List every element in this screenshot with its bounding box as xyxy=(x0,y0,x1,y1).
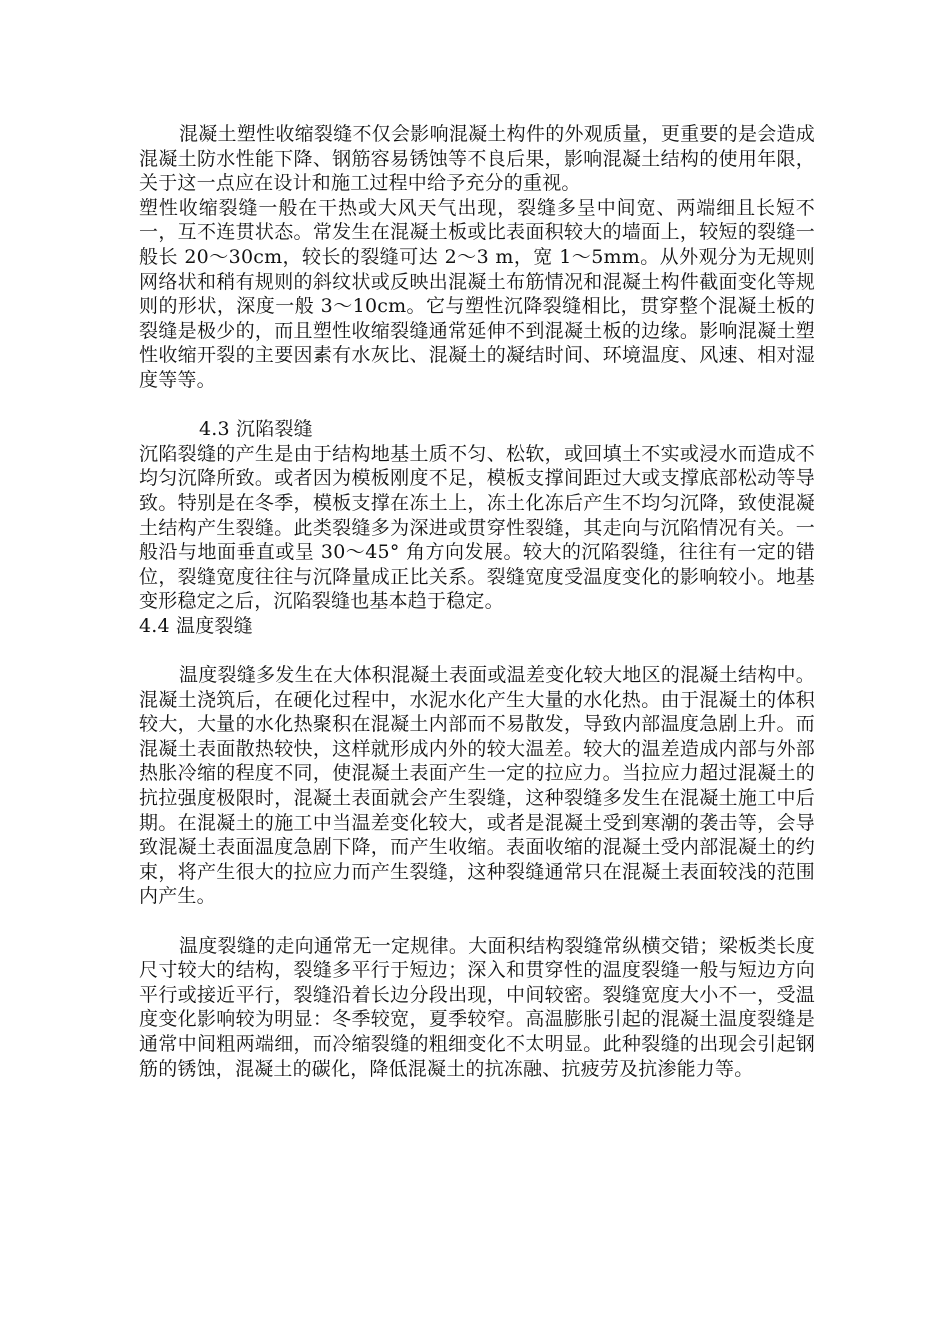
paragraph-temperature-cracks: 温度裂缝多发生在大体积混凝土表面或温差变化较大地区的混凝土结构中。混凝土浇筑后，在硬化过程中，水泥水化产生大量的水化热。由于混凝土的体积较大，大量的水化热聚积在混凝土内部而不易散发，导致内部温度急剧上升。而混凝土表面散热较快，这样就形成内外的较大温差。较大的温差造成内部与外部热胀冷缩的程度不同，使混凝土表面产生一定的拉应力。当拉应力超过混凝土的抗拉强度极限时，混凝土表面就会产生裂缝，这种裂缝多发生在混凝土施工中后期。在混凝土的施工中当温差变化较大，或者是混凝土受到寒潮的袭击等，会导致混凝土表面温度急剧下降，而产生收缩。表面收缩的混凝土受内部混凝土的约束，将产生很大的拉应力而产生裂缝，这种裂缝通常只在混凝土表面较浅的范围内产生。 xyxy=(139,664,815,908)
document-body xyxy=(139,122,815,1081)
blank-line xyxy=(139,638,815,663)
blank-line xyxy=(139,909,815,934)
paragraph-plastic-shrinkage-detail: 塑性收缩裂缝一般在干热或大风天气出现，裂缝多呈中间宽、两端细且长短不一，互不连贯状态。常发生在混凝土板或比表面积较大的墙面上，较短的裂缝一般长 20～30cm，较长的裂缝可达 2～3 m，宽 1～5mm。从外观分为无规则网络状和稍有规则的斜纹状或反映出混凝土布筋情况和混凝土构件截面变化等规则的形状，深度一般 3～10cm。它与塑性沉降裂缝相比，贯穿整个混凝土板的裂缝是极少的，而且塑性收缩裂缝通常延伸不到混凝土板的边缘。影响混凝土塑性收缩开裂的主要因素有水灰比、混凝土的凝结时间、环境温度、风速、相对湿度等等。 xyxy=(139,196,815,391)
paragraph-plastic-shrinkage-intro: 混凝土塑性收缩裂缝不仅会影响混凝土构件的外观质量，更重要的是会造成混凝土防水性能下降、钢筋容易锈蚀等不良后果，影响混凝土结构的使用年限，关于这一点应在设计和施工过程中给予充分的重视。 xyxy=(139,123,815,195)
section-heading-4-4: 4.4 温度裂缝 xyxy=(139,614,253,637)
blank-line xyxy=(139,393,815,418)
paragraph-temperature-crack-direction: 温度裂缝的走向通常无一定规律。大面积结构裂缝常纵横交错；梁板类长度尺寸较大的结构，裂缝多平行于短边；深入和贯穿性的温度裂缝一般与短边方向平行或接近平行，裂缝沿着长边分段出现，中间较密。裂缝宽度大小不一，受温度变化影响较为明显：冬季较宽，夏季较窄。高温膨胀引起的混凝土温度裂缝是通常中间粗两端细，而冷缩裂缝的粗细变化不太明显。此种裂缝的出现会引起钢筋的锈蚀，混凝土的碳化，降低混凝土的抗冻融、抗疲劳及抗渗能力等。 xyxy=(139,934,815,1080)
paragraph-settlement-cracks: 沉陷裂缝的产生是由于结构地基土质不匀、松软，或回填土不实或浸水而造成不均匀沉降所致。或者因为模板刚度不足，模板支撑间距过大或支撑底部松动等导致。特别是在冬季，模板支撑在冻土上，冻土化冻后产生不均匀沉降，致使混凝土结构产生裂缝。此类裂缝多为深进或贯穿性裂缝，其走向与沉陷情况有关。一般沿与地面垂直或呈 30～45° 角方向发展。较大的沉陷裂缝，往往有一定的错位，裂缝宽度往往与沉降量成正比关系。裂缝宽度受温度变化的影响较小。地基变形稳定之后，沉陷裂缝也基本趋于稳定。 xyxy=(139,442,815,613)
section-heading-4-3: 4.3 沉陷裂缝 xyxy=(199,418,313,441)
